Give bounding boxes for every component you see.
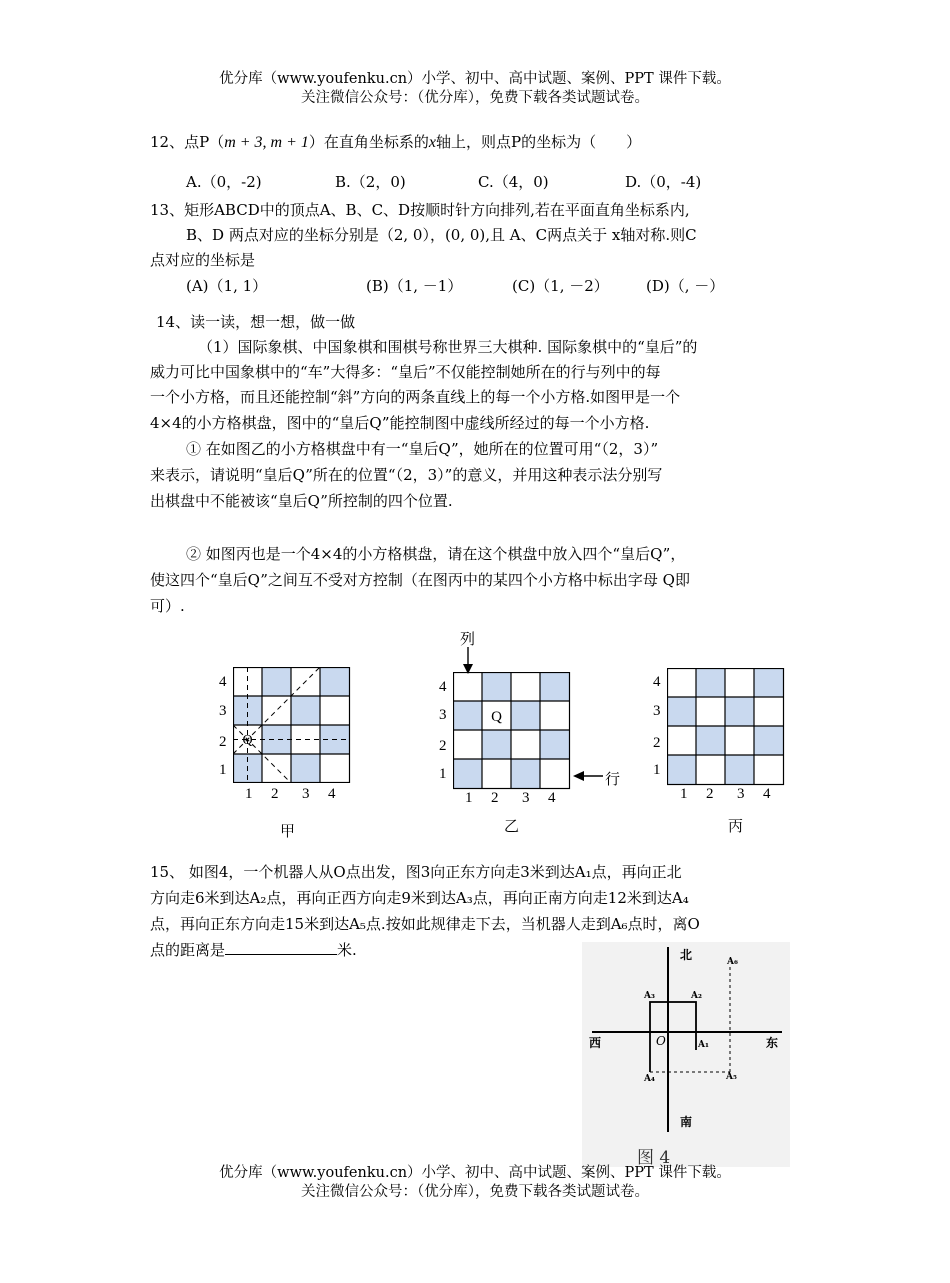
- board-bing-col-3: 3: [737, 786, 745, 802]
- q14-p2-line-3: 出棋盘中不能被该“皇后Q”所控制的四个位置.: [150, 492, 453, 510]
- caption-jia: 甲: [280, 822, 296, 840]
- question-12: [150, 131, 641, 152]
- q15-answer-blank[interactable]: [225, 940, 337, 955]
- board-yi-row-3: 3: [439, 707, 447, 723]
- board-yi-col-2: 2: [491, 790, 499, 806]
- board-jia-col-3: 3: [302, 786, 310, 802]
- board-bing-row-2: 2: [653, 735, 661, 751]
- board-yi-queen: Q: [491, 709, 502, 725]
- q12-axis: x: [428, 134, 437, 151]
- header-line-2: 关注微信公众号：（优分库），免费下载各类试题试卷。: [301, 90, 649, 106]
- board-bing-grid: [667, 668, 785, 786]
- q14-p1-line-3: 一个小方格，而且还能控制“斜”方向的两条直线上的每一个小方格.如图甲是一个: [150, 388, 681, 406]
- board-jia-row-2: 2: [219, 734, 227, 750]
- figure-4-a6: A₆: [727, 957, 738, 967]
- board-bing-col-4: 4: [763, 786, 771, 802]
- q13-option-b: (B)（1, －1）: [366, 277, 463, 295]
- figure-4-caption: 图 4: [637, 1148, 671, 1167]
- q14-p2-line-2: 来表示，请说明“皇后Q”所在的位置“（2，3）”的意义，并用这种表示法分别写: [150, 466, 663, 484]
- figure-4: [582, 942, 790, 1171]
- figure-4-a1: A₁: [698, 1040, 709, 1050]
- q12-mid: ）在直角坐标系的: [308, 133, 429, 151]
- board-yi-row-1: 1: [439, 766, 447, 782]
- q15-line-1: 15、 如图4，一个机器人从O点出发，图3向正东方向走3米到达A₁点，再向正北: [150, 863, 682, 881]
- board-bing-row-1: 1: [653, 762, 661, 778]
- q12-option-c: C.（4，0): [478, 173, 549, 191]
- board-jia-row-4: 4: [219, 674, 227, 690]
- q12-prefix: 12、点P（: [150, 133, 225, 151]
- footer-line-2: 关注微信公众号：（优分库），免费下载各类试题试卷。: [301, 1184, 649, 1200]
- board-yi-row-4: 4: [439, 679, 447, 695]
- q12-option-d: D.（0，-4): [625, 173, 702, 191]
- figure-4-background: [582, 942, 790, 1167]
- caption-bing: 丙: [728, 817, 744, 835]
- figure-4-a5: A₅: [726, 1072, 737, 1082]
- q13-line-1: 13、矩形ABCD中的顶点A、B、C、D按顺时针方向排列,若在平面直角坐标系内,: [150, 201, 690, 219]
- board-jia-grid: [233, 667, 351, 783]
- figure-4-south: 南: [680, 1115, 693, 1129]
- q15-line-2: 方向走6米到达A₂点，再向正西方向走9米到达A₃点，再向正南方向走12米到达A₄: [150, 889, 689, 907]
- q14-p2-line-1: ① 在如图乙的小方格棋盘中有一“皇后Q”，她所在的位置可用“（2，3）”: [186, 440, 659, 458]
- board-yi-row-arrow: [573, 769, 603, 783]
- q12-expr: m + 3, m + 1: [224, 134, 309, 151]
- q13-line-3: 点对应的坐标是: [150, 251, 256, 269]
- header-line-1: 优分库（www.youfenku.cn）小学、初中、高中试题、案例、PPT 课件下载。: [219, 71, 731, 87]
- figure-4-north: 北: [680, 948, 693, 962]
- board-yi: [453, 672, 571, 794]
- q13-option-c: (C)（1, －2）: [512, 277, 609, 295]
- q14-p1-line-2: 威力可比中国象棋中的“车”大得多：“皇后”不仅能控制她所在的行与列中的每: [150, 363, 661, 381]
- q13-line-2: B、D 两点对应的坐标分别是（2, 0），(0, 0),且 A、C两点关于 x轴对称.则C: [186, 226, 697, 244]
- board-bing-row-3: 3: [653, 703, 661, 719]
- q14-p1-line-1: （1）国际象棋、中国象棋和围棋号称世界三大棋种. 国际象棋中的“皇后”的: [198, 338, 698, 356]
- board-jia-row-3: 3: [219, 703, 227, 719]
- figure-4-a4: A₄: [644, 1074, 655, 1084]
- q13-option-a: (A)（1, 1）: [186, 277, 268, 295]
- q15-line-4-prefix: 点的距离是: [150, 941, 226, 959]
- caption-yi: 乙: [504, 817, 520, 835]
- figure-4-a3: A₃: [644, 991, 655, 1001]
- board-bing-col-1: 1: [680, 786, 688, 802]
- q14-p1-line-4: 4×4的小方格棋盘，图中的“皇后Q”能控制图中虚线所经过的每一个小方格.: [150, 414, 650, 432]
- board-jia: [233, 667, 351, 787]
- q14-title: 14、读一读，想一想，做一做: [156, 313, 356, 331]
- figure-4-east: 东: [766, 1036, 779, 1050]
- board-yi-col-4: 4: [548, 790, 556, 806]
- q12-suffix: 轴上，则点P的坐标为（ ）: [436, 133, 642, 151]
- q14-p3-line-3: 可）.: [150, 597, 185, 615]
- q12-option-a: A.（0，-2): [186, 173, 262, 191]
- board-jia-queen: Q: [242, 733, 253, 748]
- board-yi-row-label: 行: [605, 772, 621, 788]
- q12-option-b: B.（2，0): [335, 173, 406, 191]
- q15-line-4: [150, 939, 357, 960]
- board-bing: [667, 668, 785, 790]
- q15-line-4-suffix: 米.: [337, 941, 357, 959]
- q13-option-d: (D)（, －）: [646, 277, 725, 295]
- figure-4-a2: A₂: [691, 991, 702, 1001]
- board-yi-column-label: 列: [460, 632, 476, 648]
- q14-p3-line-2: 使这四个“皇后Q”之间互不受对方控制（在图丙中的某四个小方格中标出字母 Q即: [150, 571, 690, 589]
- board-yi-grid: [453, 672, 571, 790]
- board-bing-col-2: 2: [706, 786, 714, 802]
- q15-line-3: 点，再向正东方向走15米到达A₅点.按如此规律走下去，当机器人走到A₆点时，离O: [150, 915, 700, 933]
- figure-4-origin: O: [656, 1034, 666, 1048]
- figure-4-west: 西: [589, 1036, 602, 1050]
- board-jia-col-1: 1: [245, 786, 253, 802]
- board-yi-column-arrow: [461, 647, 475, 675]
- q14-p3-line-1: ② 如图丙也是一个4×4的小方格棋盘，请在这个棋盘中放入四个“皇后Q”，: [186, 545, 686, 563]
- board-yi-col-3: 3: [522, 790, 530, 806]
- board-jia-row-1: 1: [219, 762, 227, 778]
- figure-4-diagram: [582, 942, 790, 1167]
- board-jia-col-2: 2: [271, 786, 279, 802]
- board-yi-col-1: 1: [465, 790, 473, 806]
- board-jia-col-4: 4: [328, 786, 336, 802]
- footer-line-1: 优分库（www.youfenku.cn）小学、初中、高中试题、案例、PPT 课件下载。: [219, 1165, 731, 1181]
- board-bing-row-4: 4: [653, 674, 661, 690]
- board-yi-row-2: 2: [439, 738, 447, 754]
